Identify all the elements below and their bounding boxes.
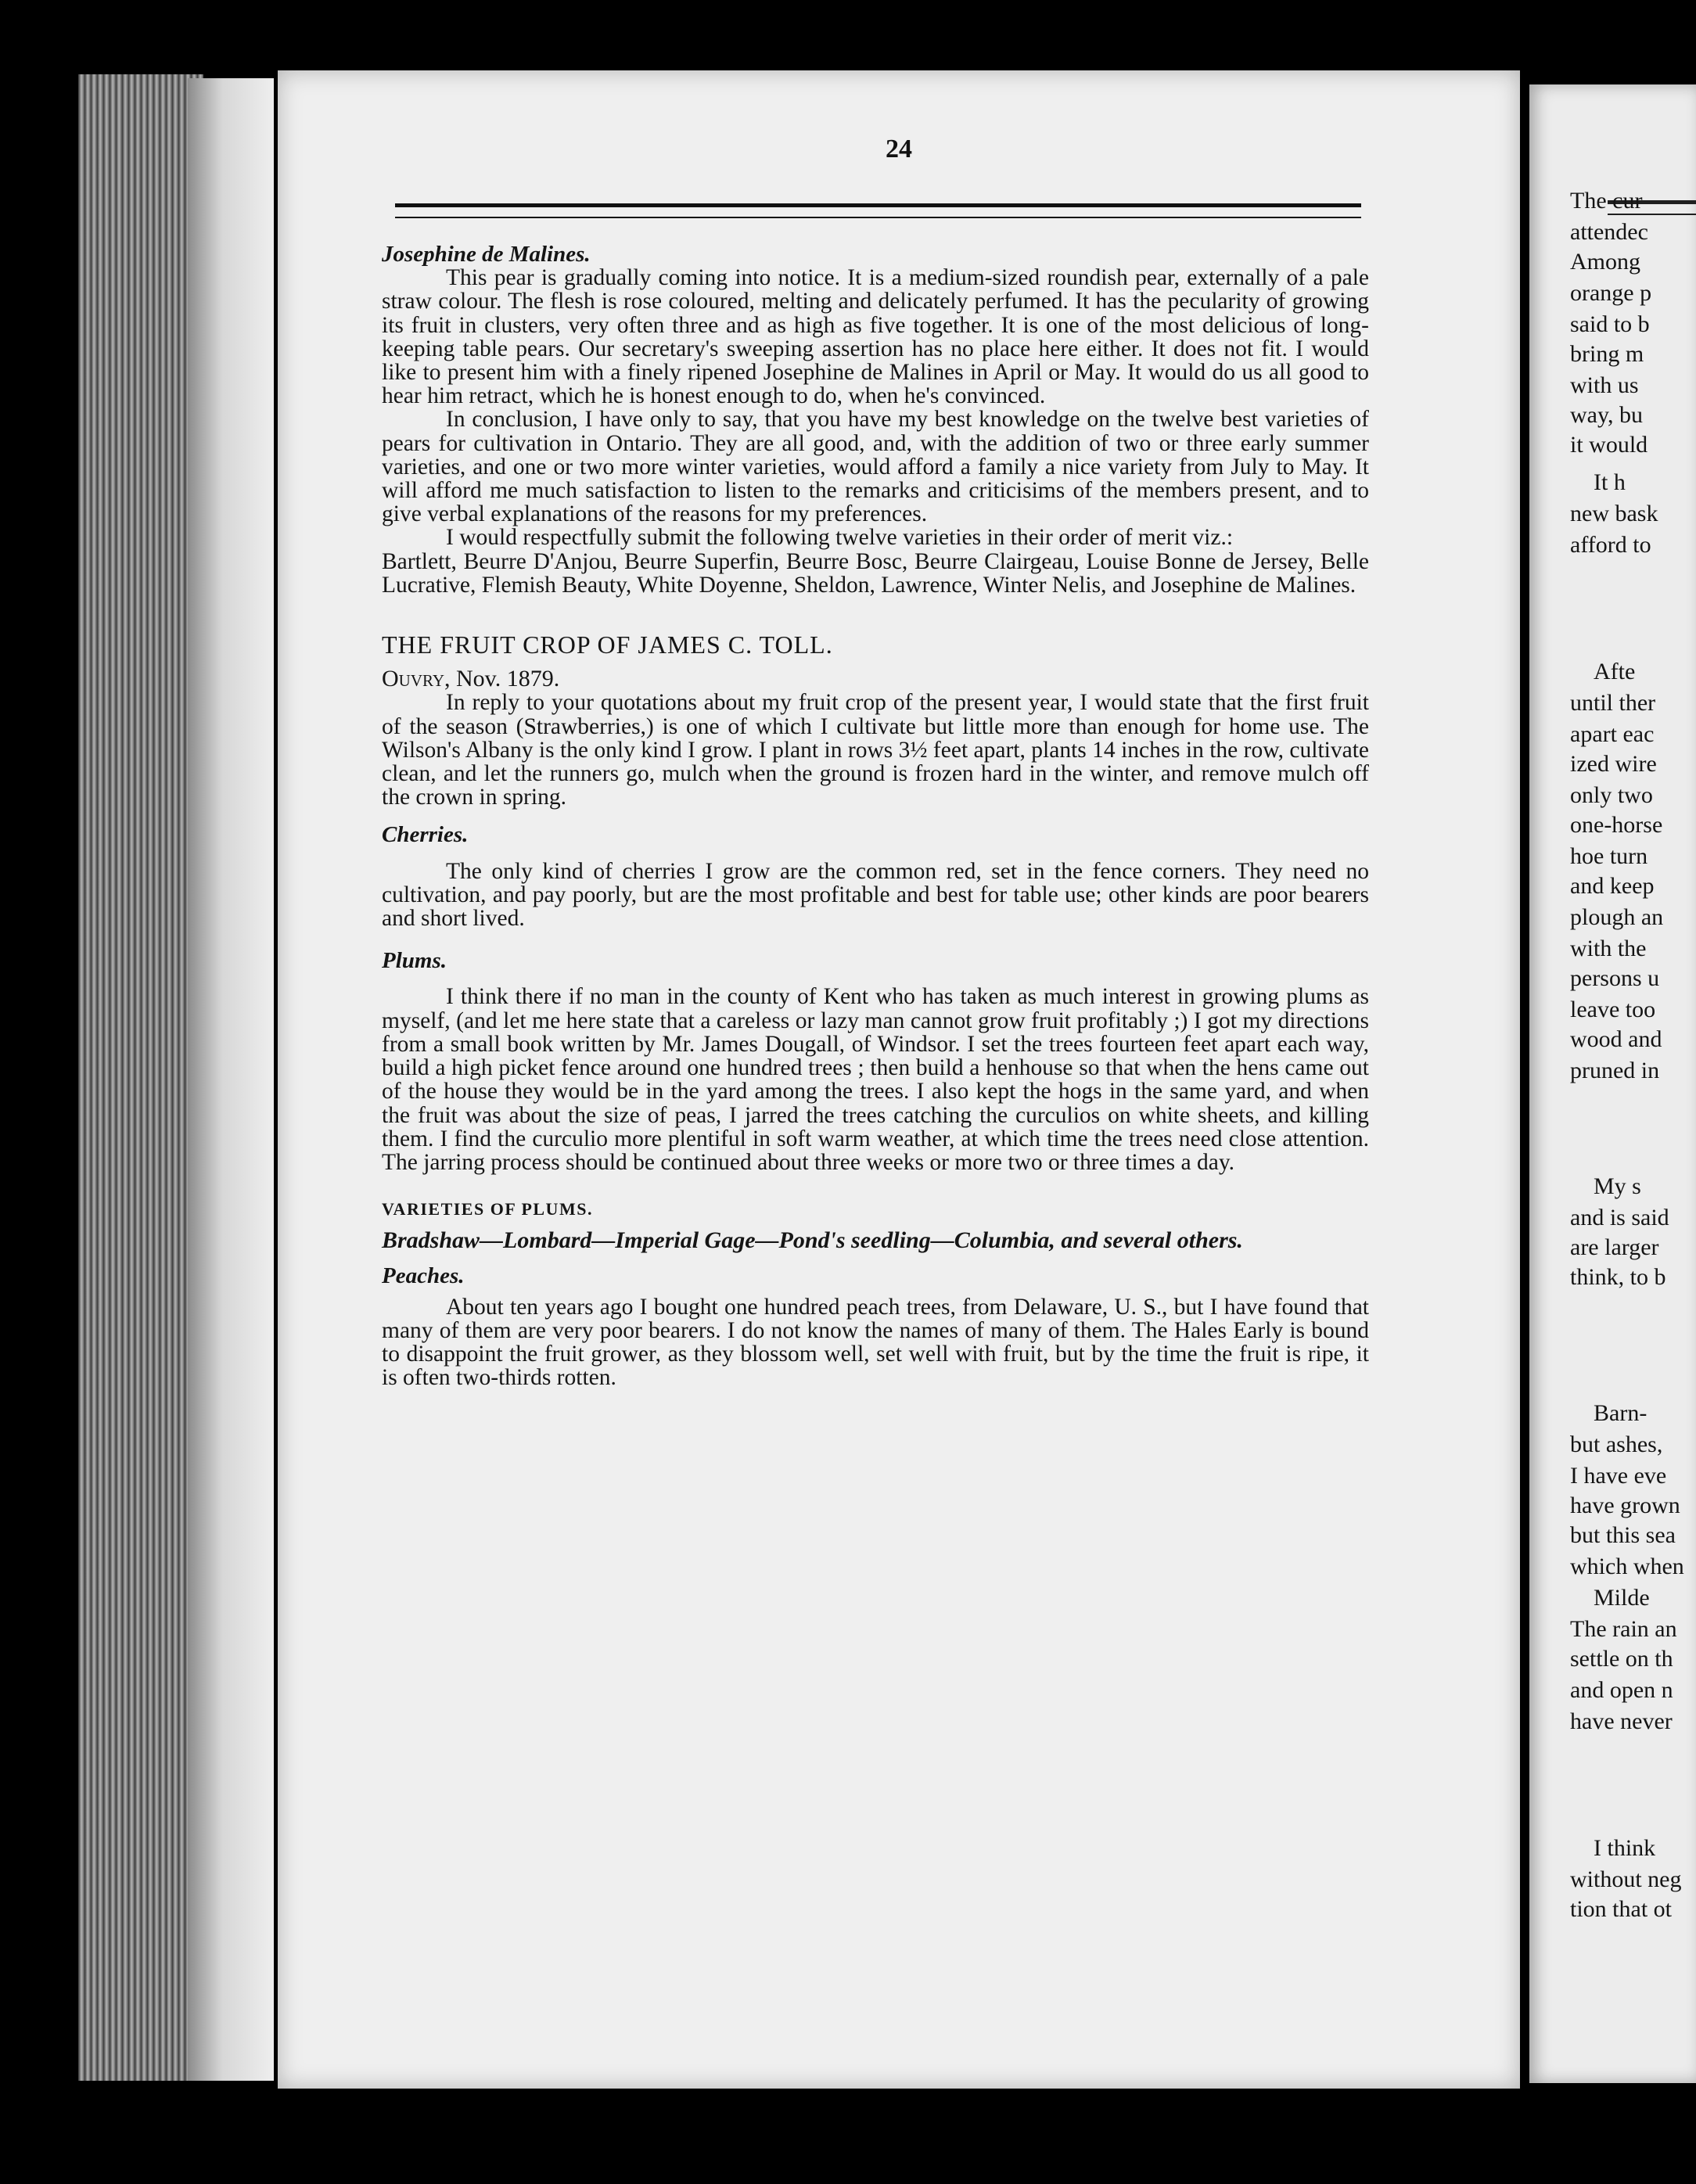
cherries-heading: Cherries. <box>382 822 469 848</box>
adjacent-text-line: The cur <box>1570 188 1643 214</box>
paragraph: I would respectfully submit the following twelve varieties in their order of merit viz.: <box>446 525 1234 551</box>
adjacent-text-line: only two <box>1570 782 1653 808</box>
adjacent-text-line: and open n <box>1570 1677 1673 1703</box>
adjacent-text-line: It h <box>1594 469 1626 495</box>
adjacent-text-line: have never <box>1570 1708 1673 1734</box>
adjacent-text-line: think, to b <box>1570 1264 1666 1290</box>
adjacent-text-line: said to b <box>1570 311 1650 337</box>
paragraph: Bartlett, Beurre D'Anjou, Beurre Superfin, Beurre Bosc, Beurre Clairgeau, Louise Bonne de Jersey, Belle Lucrative, Flemish Beauty, White Doyenne, Sheldon, Lawrence, Winter Nelis, and Josephine de Malines. <box>382 548 1369 598</box>
adjacent-text-line: with the <box>1570 936 1647 961</box>
adjacent-text-line: and is said <box>1570 1205 1669 1230</box>
adjacent-text-line: one-horse <box>1570 812 1663 838</box>
adjacent-text-line: and keep <box>1570 873 1655 899</box>
adjacent-text-line: tion that ot <box>1570 1896 1672 1922</box>
adjacent-text-line: it would <box>1570 432 1648 458</box>
adjacent-text-line: attendec <box>1570 219 1648 245</box>
adjacent-text-line: bring m <box>1570 341 1644 367</box>
adjacent-text-line: settle on th <box>1570 1646 1673 1672</box>
adjacent-text-line: with us <box>1570 372 1639 398</box>
adjacent-text-line: plough an <box>1570 904 1664 930</box>
adjacent-text-line: My s <box>1594 1173 1641 1199</box>
adjacent-page <box>1529 84 1696 2083</box>
adjacent-text-line: are larger <box>1570 1234 1659 1260</box>
paragraph: This pear is gradually coming into notice. It is a medium-sized roundish pear, externally of a pale straw colour. The flesh is rose coloured, melting and delicately perfumed. It has the pecularity of growing its fruit in clusters, very often three and as high as five together. It is one of the most delicious of long-keeping table pears. Our secretary's sweeping assertion has no place here either. It does not fit. I would like to present him with a finely ripened Josephine de Malines in April or May. It would do us all good to hear him retract, which he is honest enough to do, when he's convinced. <box>382 265 1369 409</box>
paragraph: The only kind of cherries I grow are the common red, set in the fence corners. They need no cultivation, and pay poorly, but are the most profitable and best for table use; other kinds are poor bearers and short lived. <box>382 858 1369 932</box>
adjacent-text-line: without neg <box>1570 1866 1682 1892</box>
adjacent-text-line: ized wire <box>1570 751 1657 777</box>
dateline <box>382 667 1369 691</box>
book-page-edges <box>78 74 203 2081</box>
page-body <box>382 242 1369 1390</box>
varieties-list: Bradshaw—Lombard—Imperial Gage—Pond's seedling—Columbia, and several others. <box>382 1227 1243 1254</box>
paragraph: In conclusion, I have only to say, that you have my best knowledge on the twelve best varieties of pears for cultivation in Ontario. They are all good, and, with the addition of two or three early summer varieties, and one or two more winter varieties, would afford a family a nice variety from July to May. It will afford me much satisfaction to listen to the remarks and criticisims of the members present, and to give verbal explanations of the reasons for my preferences. <box>382 407 1369 527</box>
adjacent-text-line: afford to <box>1570 532 1651 558</box>
page-number: 24 <box>886 135 912 163</box>
adjacent-text-line: hoe turn <box>1570 843 1648 869</box>
adjacent-text-line: Among <box>1570 249 1640 275</box>
book-page <box>278 70 1520 2089</box>
adjacent-text-line: wood and <box>1570 1026 1662 1052</box>
adjacent-text-line: Milde <box>1594 1585 1650 1611</box>
paragraph: In reply to your quotations about my fruit crop of the present year, I would state that the first fruit of the season (Strawberries,) is one of which I cultivate but little more than enough for home use. The Wilson's Albany is the only kind I grow. I plant in rows 3½ feet apart, plants 14 inches in the row, cultivate clean, and let the runners go, mulch when the ground is frozen hard in the winter, and remove mulch off the crown in spring. <box>382 690 1369 810</box>
dateline-date: , Nov. 1879. <box>444 666 560 692</box>
adjacent-text-line: apart eac <box>1570 721 1655 747</box>
header-double-rule <box>395 203 1361 218</box>
adjacent-text-line: I have eve <box>1570 1463 1667 1489</box>
peaches-heading: Peaches. <box>382 1263 465 1288</box>
adjacent-text-line: but ashes, <box>1570 1431 1663 1457</box>
adjacent-text-line: Afte <box>1594 659 1636 684</box>
paragraph: I think there if no man in the county of Kent who has taken as much interest in growing plums as myself, (and let me here state that a careless or lazy man cannot grow fruit profitably ;) I got my directions from a small book written by Mr. James Dougall, of Windsor. I set the trees fourteen feet apart each way, build a high picket fence around one hundred trees ; then build a henhouse so that when the hens came out of the house they would be in the yard among the trees. I also kept the hogs in the same yard, and when the fruit was about the size of peas, I jarred the trees catching the curculios on white sheets, and killing them. I find the curculio more plentiful in soft warm weather, at which time the trees need close attention. The jarring process should be continued about three weeks or more two or three times a day. <box>382 984 1369 1175</box>
adjacent-text-line: which when <box>1570 1554 1684 1579</box>
dateline-place: Ouvry <box>382 666 445 692</box>
adjacent-text-line: pruned in <box>1570 1058 1660 1083</box>
adjacent-text-line: The rain an <box>1570 1616 1677 1642</box>
paragraph: About ten years ago I bought one hundred peach trees, from Delaware, U. S., but I have found that many of them are very poor bearers. I do not know the names of many of them. The Hales Early is bound to disappoint the fruit grower, as they blossom well, set well with fruit, but by the time the fruit is ripe, it is often two-thirds rotten. <box>382 1294 1369 1391</box>
adjacent-text-line: but this sea <box>1570 1522 1676 1548</box>
adjacent-text-line: persons u <box>1570 965 1660 991</box>
adjacent-text-line: Barn- <box>1594 1400 1647 1426</box>
adjacent-text-line: until ther <box>1570 690 1656 716</box>
section-heading: Josephine de Malines. <box>382 242 591 267</box>
plums-heading: Plums. <box>382 948 447 974</box>
article-title: THE FRUIT CROP OF JAMES C. TOLL. <box>382 630 833 659</box>
binding-gutter <box>188 78 274 2081</box>
adjacent-text-line: new bask <box>1570 501 1658 526</box>
adjacent-text-line: have grown <box>1570 1493 1680 1518</box>
varieties-heading: VARIETIES OF PLUMS. <box>382 1199 593 1220</box>
adjacent-text-line: way, bu <box>1570 402 1644 428</box>
adjacent-text-line: orange p <box>1570 280 1652 306</box>
adjacent-text-line: I think <box>1594 1835 1656 1861</box>
adjacent-text-line: leave too <box>1570 997 1656 1022</box>
